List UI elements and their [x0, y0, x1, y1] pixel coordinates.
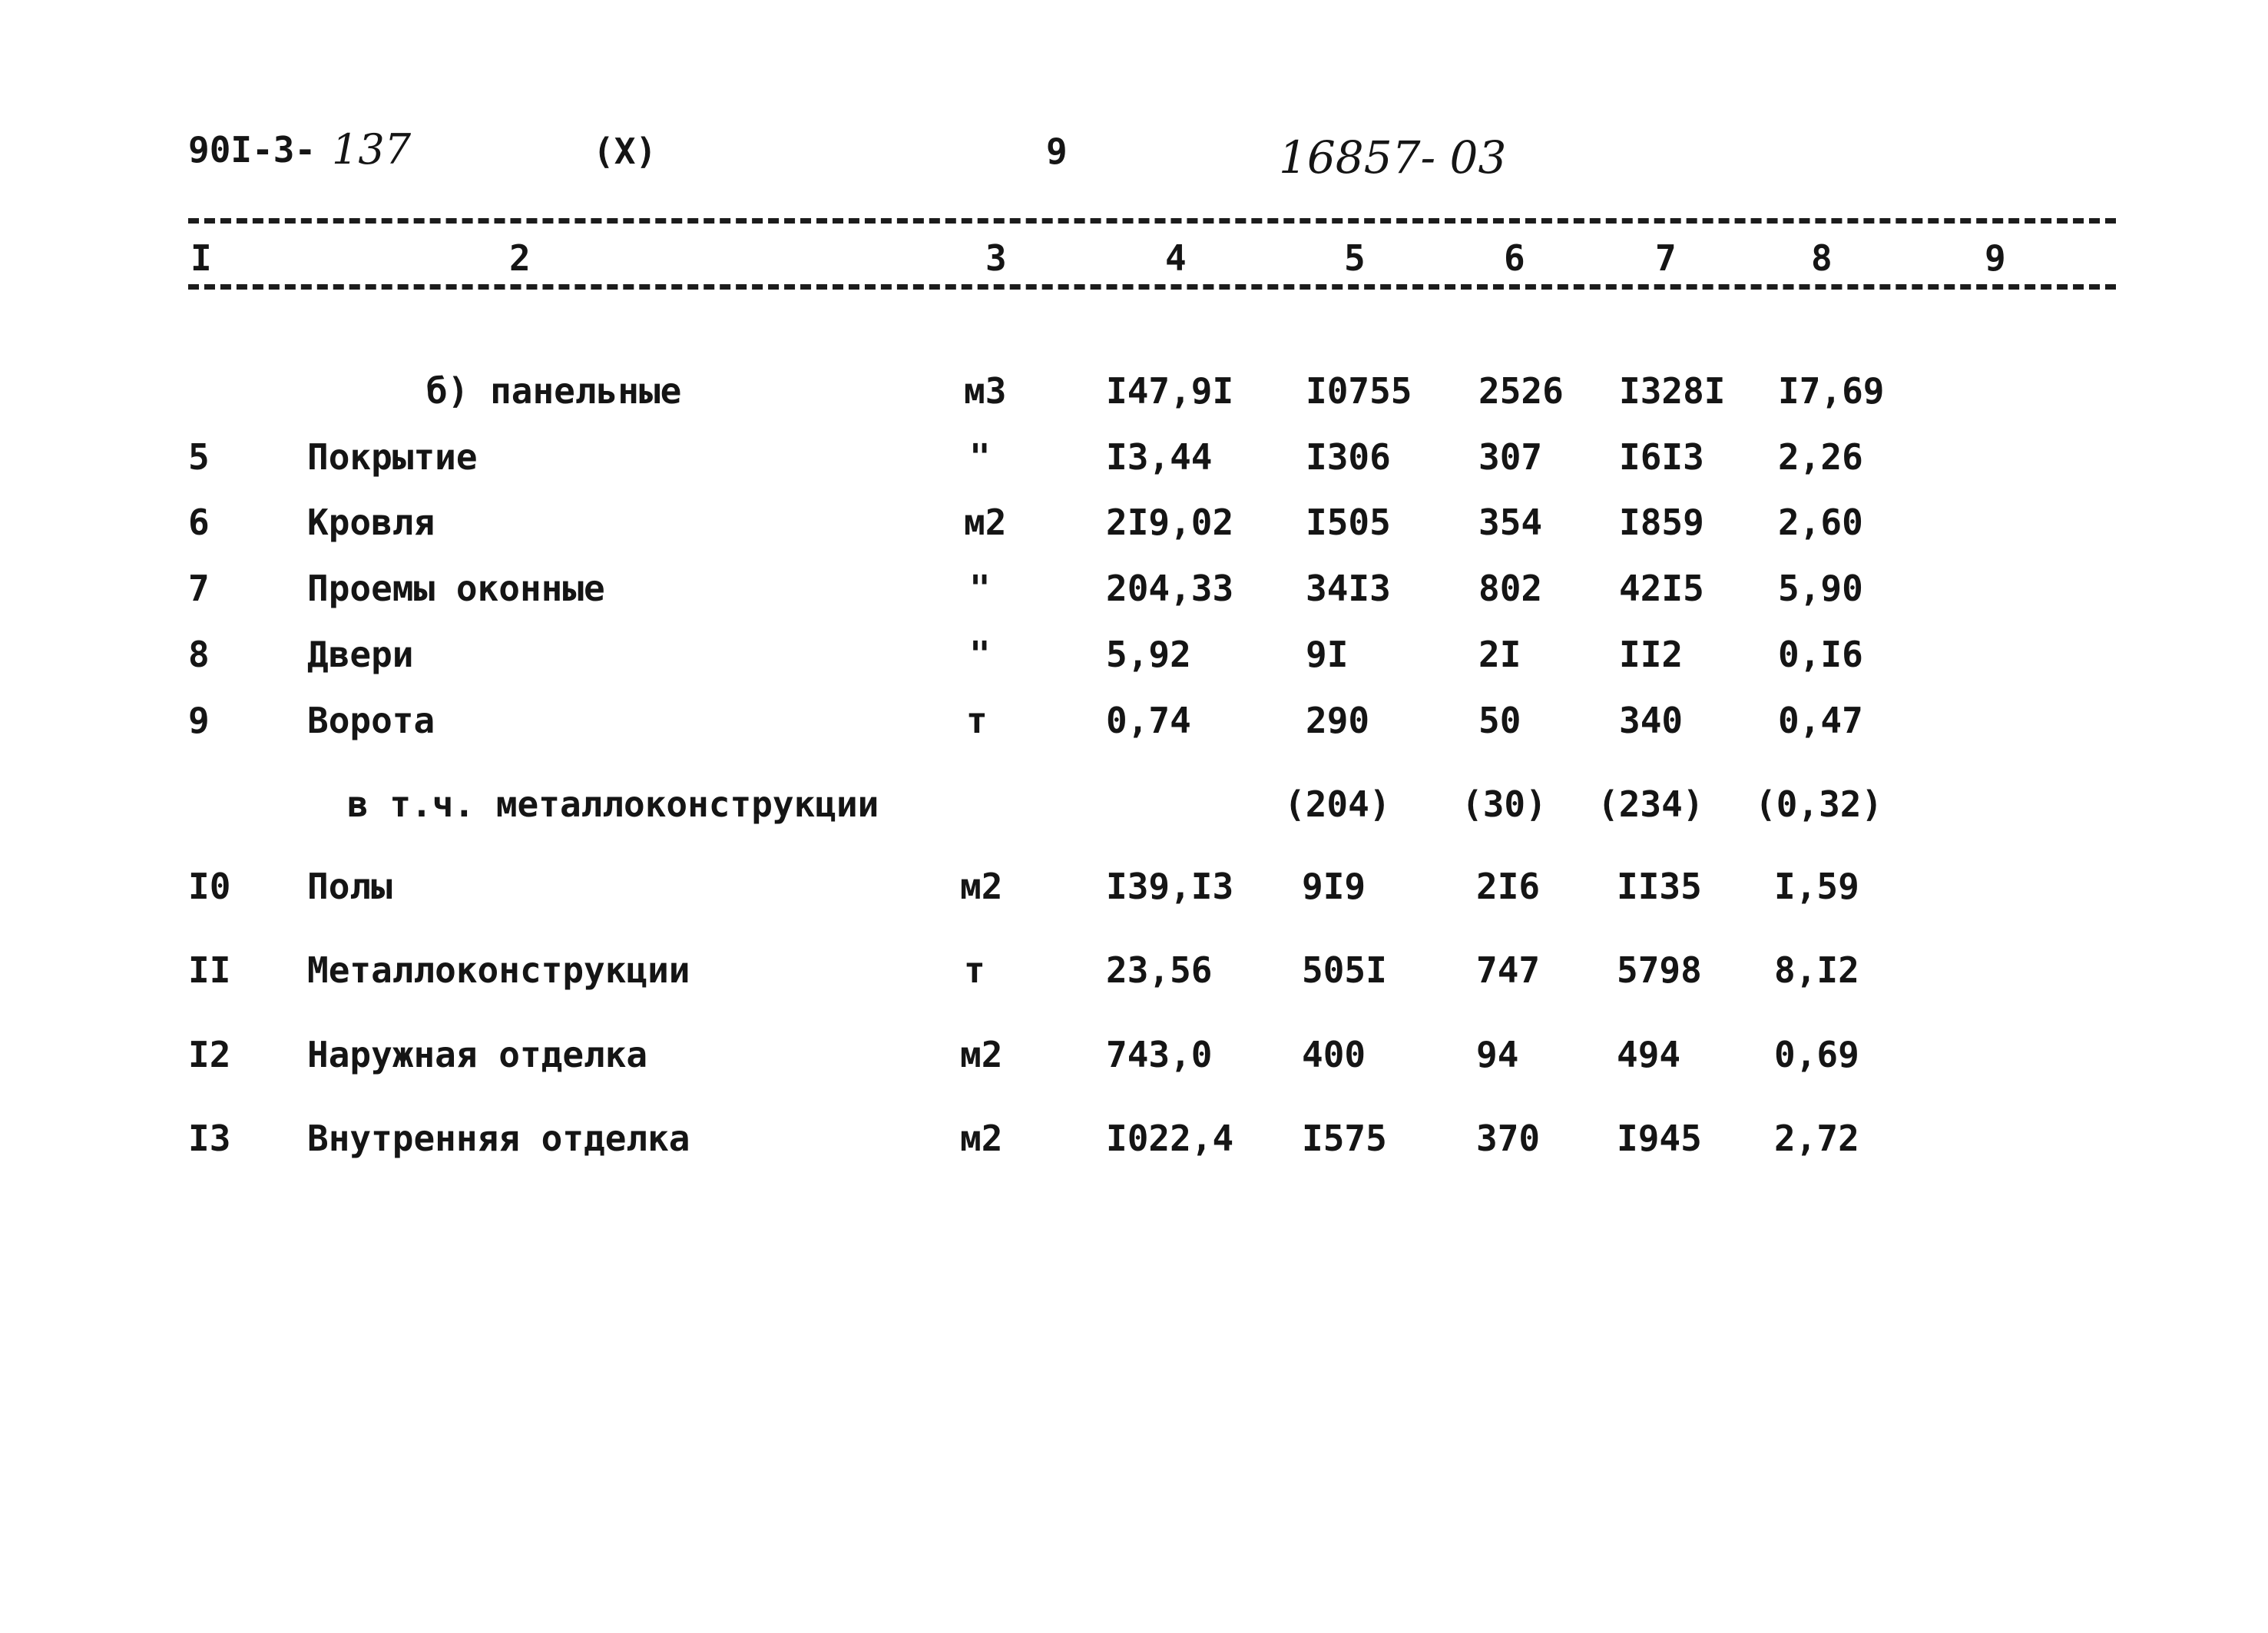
- row-number: 7: [188, 568, 210, 609]
- row-col6: 2I: [1478, 634, 1521, 675]
- header-rule-top: [188, 218, 2116, 224]
- row-col8: (0,32): [1755, 783, 1883, 825]
- column-header: 3: [985, 237, 1007, 279]
- row-name: в т.ч. металлоконструкции: [347, 783, 879, 825]
- row-name: Ворота: [307, 700, 435, 741]
- column-header: 8: [1811, 237, 1833, 279]
- row-col8: 5,90: [1778, 568, 1863, 609]
- row-col5: 9I9: [1302, 866, 1366, 907]
- row-col7: II2: [1619, 634, 1684, 675]
- row-col4: I47,9I: [1106, 370, 1234, 412]
- row-unit: м3: [964, 370, 1007, 412]
- row-col5: I505: [1306, 502, 1391, 543]
- row-col5: 400: [1302, 1034, 1366, 1075]
- column-header: I: [190, 237, 212, 279]
- row-unit: ": [969, 634, 991, 675]
- row-col8: 2,60: [1778, 502, 1863, 543]
- row-col4: 2I9,02: [1106, 502, 1234, 543]
- row-col6: 94: [1476, 1034, 1519, 1075]
- row-number: I0: [188, 866, 231, 907]
- row-col7: 494: [1617, 1034, 1681, 1075]
- row-col8: I7,69: [1778, 370, 1885, 412]
- row-number: 6: [188, 502, 210, 543]
- row-col6: (30): [1462, 783, 1547, 825]
- document-code-handwritten: 137: [332, 125, 412, 174]
- row-unit: т: [966, 700, 988, 741]
- document-number-handwritten: 16857- 03: [1279, 131, 1507, 184]
- page-number: 9: [1046, 131, 1068, 172]
- row-col5: 290: [1306, 700, 1370, 741]
- column-header: 6: [1504, 237, 1525, 279]
- row-col4: 23,56: [1106, 949, 1213, 991]
- row-col5: 505I: [1302, 949, 1387, 991]
- column-header: 4: [1165, 237, 1187, 279]
- row-col6: 354: [1478, 502, 1543, 543]
- row-col6: 307: [1478, 436, 1543, 478]
- row-col7: I6I3: [1619, 436, 1704, 478]
- row-unit: ": [969, 436, 991, 478]
- row-name: Внутренняя отделка: [307, 1118, 690, 1159]
- row-col4: 204,33: [1106, 568, 1234, 609]
- row-col6: 2I6: [1476, 866, 1541, 907]
- header-rule-bottom: [188, 284, 2116, 290]
- row-unit: т: [964, 949, 985, 991]
- row-col8: I,59: [1774, 866, 1859, 907]
- row-unit: м2: [960, 866, 1003, 907]
- row-col6: 50: [1478, 700, 1521, 741]
- row-col7: I859: [1619, 502, 1704, 543]
- row-name: Кровля: [307, 502, 435, 543]
- row-name: Покрытие: [307, 436, 478, 478]
- row-col7: 5798: [1617, 949, 1702, 991]
- row-col8: 2,26: [1778, 436, 1863, 478]
- row-col5: 9I: [1306, 634, 1349, 675]
- row-unit: ": [969, 568, 991, 609]
- row-number: 5: [188, 436, 210, 478]
- row-col7: 42I5: [1619, 568, 1704, 609]
- column-header: 7: [1655, 237, 1677, 279]
- row-number: II: [188, 949, 231, 991]
- row-number: I3: [188, 1118, 231, 1159]
- row-col4: 743,0: [1106, 1034, 1213, 1075]
- row-col7: I328I: [1619, 370, 1726, 412]
- row-col8: 0,69: [1774, 1034, 1859, 1075]
- row-col7: I945: [1617, 1118, 1702, 1159]
- row-col4: I022,4: [1106, 1118, 1234, 1159]
- row-col8: 2,72: [1774, 1118, 1859, 1159]
- row-number: I2: [188, 1034, 231, 1075]
- row-col8: 0,I6: [1778, 634, 1863, 675]
- row-col5: I306: [1306, 436, 1391, 478]
- column-header: 5: [1344, 237, 1366, 279]
- row-number: 8: [188, 634, 210, 675]
- row-name: Двери: [307, 634, 414, 675]
- row-unit: м2: [960, 1034, 1003, 1075]
- row-col4: I3,44: [1106, 436, 1213, 478]
- row-name: Полы: [307, 866, 392, 907]
- row-col8: 8,I2: [1774, 949, 1859, 991]
- row-col4: I39,I3: [1106, 866, 1234, 907]
- row-unit: м2: [964, 502, 1007, 543]
- row-col7: II35: [1617, 866, 1702, 907]
- row-col4: 5,92: [1106, 634, 1191, 675]
- column-header: 2: [509, 237, 531, 279]
- document-code: 90I-3-: [188, 129, 316, 171]
- row-col8: 0,47: [1778, 700, 1863, 741]
- row-col6: 747: [1476, 949, 1541, 991]
- row-name: б) панельные: [426, 370, 682, 412]
- volume-label: (X): [593, 131, 657, 172]
- row-col6: 2526: [1478, 370, 1564, 412]
- row-col6: 370: [1476, 1118, 1541, 1159]
- row-col5: (204): [1284, 783, 1391, 825]
- row-col5: I575: [1302, 1118, 1387, 1159]
- row-col5: 34I3: [1306, 568, 1391, 609]
- column-header: 9: [1985, 237, 2006, 279]
- row-unit: м2: [960, 1118, 1003, 1159]
- row-name: Наружная отделка: [307, 1034, 648, 1075]
- row-col5: I0755: [1306, 370, 1412, 412]
- row-col6: 802: [1478, 568, 1543, 609]
- row-number: 9: [188, 700, 210, 741]
- row-col4: 0,74: [1106, 700, 1191, 741]
- row-name: Проемы оконные: [307, 568, 605, 609]
- row-col7: (234): [1598, 783, 1704, 825]
- row-name: Металлоконструкции: [307, 949, 690, 991]
- row-col7: 340: [1619, 700, 1684, 741]
